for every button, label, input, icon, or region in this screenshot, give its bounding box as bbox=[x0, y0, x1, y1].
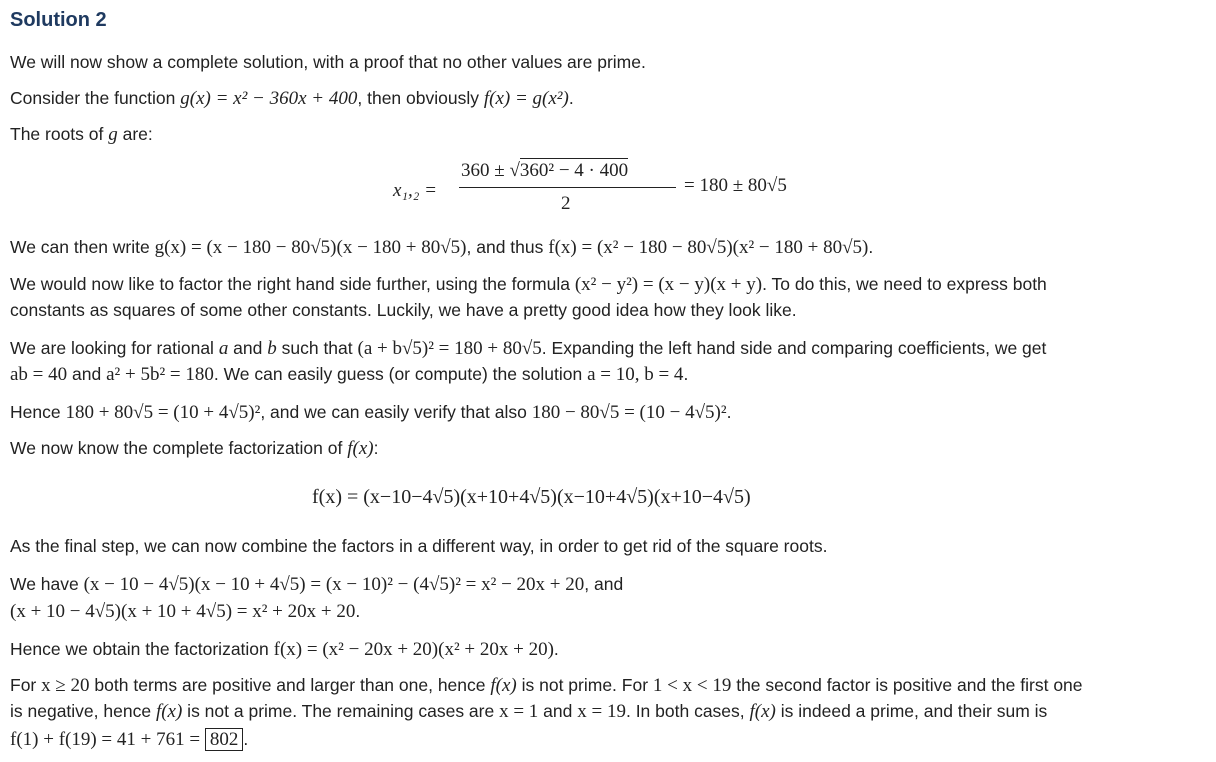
fraction-bar bbox=[459, 187, 676, 188]
rational-ab-line1: We are looking for rational a and b such that (a + b√5)² = 180 + 80√5. Expanding the left hand side and comparing coefficients, we get bbox=[10, 338, 1047, 359]
roots-denominator: 2 bbox=[561, 193, 571, 214]
conclusion-line2: is negative, hence f(x) is not a prime. The remaining cases are x = 1 and x = 19. In both cases, f(x) is indeed a prime, and their sum is bbox=[10, 701, 1048, 722]
combine-factors-line1: We have (x − 10 − 4√5)(x − 10 + 4√5) = (x − 10)² − (4√5)² = x² − 20x + 20, and bbox=[10, 574, 624, 595]
formula-paragraph-line2: constants as squares of some other constants. Luckily, we have a pretty good idea how they look like. bbox=[10, 300, 797, 320]
intro-paragraph: We will now show a complete solution, with a proof that no other values are prime. bbox=[10, 52, 646, 72]
math-g-definition: g(x) = x² − 360x + 400 bbox=[180, 88, 358, 109]
rational-ab-line2: ab = 40 and a² + 5b² = 180. We can easily guess (or compute) the solution a = 10, b = 4. bbox=[10, 364, 689, 385]
verification-paragraph: Hence 180 + 80√5 = (10 + 4√5)², and we can easily verify that also 180 − 80√5 = (10 − 4√5)². bbox=[10, 402, 732, 423]
final-answer-box: 802 bbox=[205, 728, 244, 751]
formula-paragraph-line1: We would now like to factor the right hand side further, using the formula (x² − y²) = (x − y)(x + y). To do this, we need to express both bbox=[10, 274, 1047, 295]
math-f-definition: f(x) = g(x²) bbox=[483, 88, 569, 109]
combine-factors-line2: (x + 10 − 4√5)(x + 10 + 4√5) = x² + 20x + 20. bbox=[10, 601, 361, 622]
factor-g-paragraph: We can then write g(x) = (x − 180 − 80√5)(x − 180 + 80√5), and thus f(x) = (x² − 180 − 80√5)(x² − 180 + 80√5). bbox=[10, 237, 874, 258]
full-factorization-equation: f(x) = (x−10−4√5)(x+10+4√5)(x−10+4√5)(x+10−4√5) bbox=[312, 486, 751, 508]
function-definition: Consider the function g(x) = x² − 360x + 400, then obviously f(x) = g(x²). bbox=[10, 88, 574, 109]
final-step-paragraph: As the final step, we can now combine the factors in a different way, in order to get rid of the square roots. bbox=[10, 536, 828, 556]
solution-heading: Solution 2 bbox=[10, 9, 107, 31]
roots-lhs: x₁,₂ = bbox=[393, 180, 437, 201]
roots-rhs: = 180 ± 80√5 bbox=[684, 175, 787, 196]
conclusion-line1: For x ≥ 20 both terms are positive and larger than one, hence f(x) is not prime. For 1 < x < 19 the second factor is positive and the first one bbox=[10, 675, 1083, 696]
roots-intro: The roots of g are: bbox=[10, 124, 153, 145]
conclusion-line3: f(1) + f(19) = 41 + 761 = 802 . bbox=[10, 729, 249, 750]
final-factorization-paragraph: Hence we obtain the factorization f(x) = (x² − 20x + 20)(x² + 20x + 20). bbox=[10, 639, 559, 660]
factorization-intro: We now know the complete factorization of f(x): bbox=[10, 438, 379, 459]
roots-numerator: 360 ± √360² − 4 · 400 bbox=[461, 160, 629, 181]
